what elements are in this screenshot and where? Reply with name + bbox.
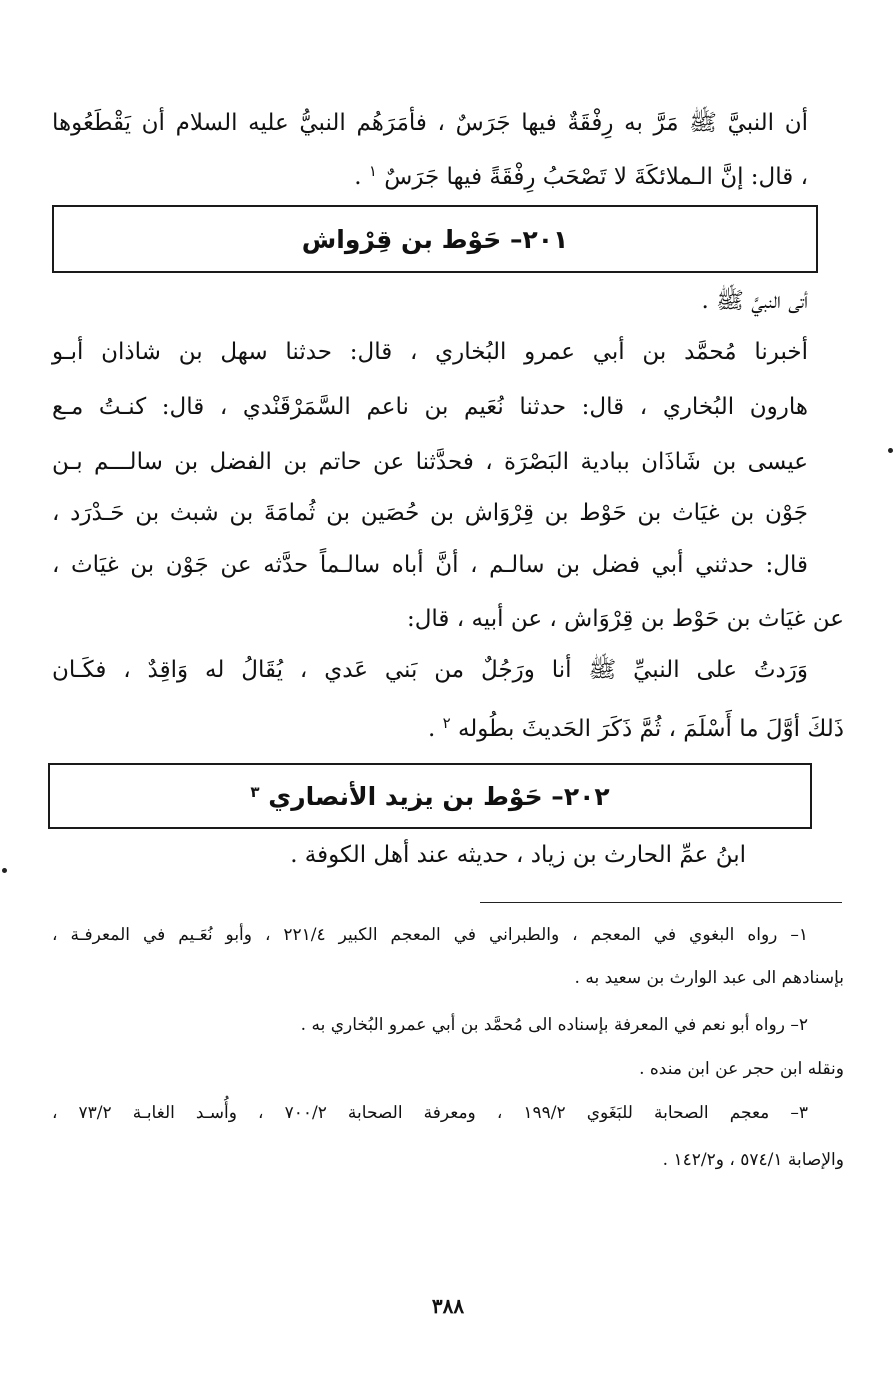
scan-mark xyxy=(888,448,893,453)
body-line: عن غيَاث بن حَوْط بن قِرْوَاش ، عن أبيه ، قال: xyxy=(406,606,844,632)
body-line: هارون البُخاري ، قال: حدثنا نُعَيم بن ناعم السَّمَرْقَنْدي ، قال: كنـتُ مـع xyxy=(52,394,808,420)
footnote-line: ٢– رواه أبو نعم في المعرفة بإسناده الى مُحمَّد بن أبي عمرو البُخاري به . xyxy=(300,1015,808,1035)
body-line-text: ذَلكَ أوَّلَ ما أَسْلَمَ ، ثُمَّ ذَكَرَ الحَديثَ بطُوله xyxy=(457,716,844,742)
body-line: ، قال: إنَّ الـملائكَةَ لا تَصْحَبُ رِفْقَةً فيها جَرَسٌ $^١$ . xyxy=(354,162,808,190)
entry-heading-box xyxy=(48,763,812,829)
body-line: أخبرنا مُحمَّد بن أبي عمرو البُخاري ، قال: حدثنا سهل بن شاذان أبـو xyxy=(52,339,808,365)
body-line: عيسى بن شَاذَان ببادية البَصْرَة ، فحدَّثنا عن حاتم بن الفضل بن سالـــم بـن xyxy=(52,449,808,475)
body-line: ذَلكَ أوَّلَ ما أَسْلَمَ ، ثُمَّ ذَكَرَ الحَديثَ بطُوله $^٢$ . xyxy=(427,714,844,742)
footnote-separator xyxy=(480,902,842,903)
footnote-ref: ٢ xyxy=(442,714,451,732)
footnote-line: ١– رواه البغوي في المعجم ، والطبراني في المعجم الكبير ٢٢١/٤ ، وأبو نُعَـيم في المعرفـة ، xyxy=(52,925,808,945)
footnote-ref: ١ xyxy=(368,162,377,180)
entry-heading-text: ٢٠٢– حَوْط بن يزيد الأنصاري xyxy=(268,781,610,811)
footnote-line: بإسنادهم الى عبد الوارث بن سعيد به . xyxy=(574,968,844,988)
entry-heading xyxy=(250,782,609,811)
footnote-line: والإصابة ٥٧٤/١ ، و١٤٢/٢ . xyxy=(662,1150,844,1170)
footnote-ref: ٣ xyxy=(250,782,260,801)
page-number: ٣٨٨ xyxy=(431,1294,465,1318)
entry-heading-box xyxy=(52,205,818,273)
body-line: جَوْن بن غيَاث بن حَوْط بن قِرْوَاش بن حُصَين بن ثُمامَةَ بن شبث بن حَـدْرَد ، xyxy=(52,500,808,526)
footnote-line: ٣– معجم الصحابة للبَغَوي ١٩٩/٢ ، ومعرفة الصحابة ٧٠٠/٢ ، وأُسـد الغابـة ٧٣/٢ ، xyxy=(52,1103,808,1123)
body-line: وَرَدتُ على النبيِّ ﷺ أنا ورَجُلٌ من بَني عَدي ، يُقَالُ له وَاقِدٌ ، فكَـان xyxy=(52,657,808,683)
footnote-line: ونقله ابن حجر عن ابن منده . xyxy=(639,1059,844,1079)
scan-mark xyxy=(2,868,7,873)
body-line: أتى النبيَّ ﷺ . xyxy=(701,288,808,314)
entry-heading: ٢٠١– حَوْط بن قِرْواش xyxy=(301,224,569,254)
body-line-text: ، قال: إنَّ الـملائكَةَ لا تَصْحَبُ رِفْقَةً فيها جَرَسٌ xyxy=(384,164,808,190)
body-line: أن النبيَّ ﷺ مَرَّ به رِفْقَةٌ فيها جَرَسٌ ، فأمَرَهُم النبيُّ عليه السلام أن يَقْطَعُوها xyxy=(52,110,808,136)
body-line: قال: حدثني أبي فضل بن سالـم ، أنَّ أباه سالـماً حدَّثه عن جَوْن بن غيَاث ، xyxy=(52,552,808,578)
body-line: ابنُ عمِّ الحارث بن زياد ، حديثه عند أهل الكوفة . xyxy=(290,842,746,868)
